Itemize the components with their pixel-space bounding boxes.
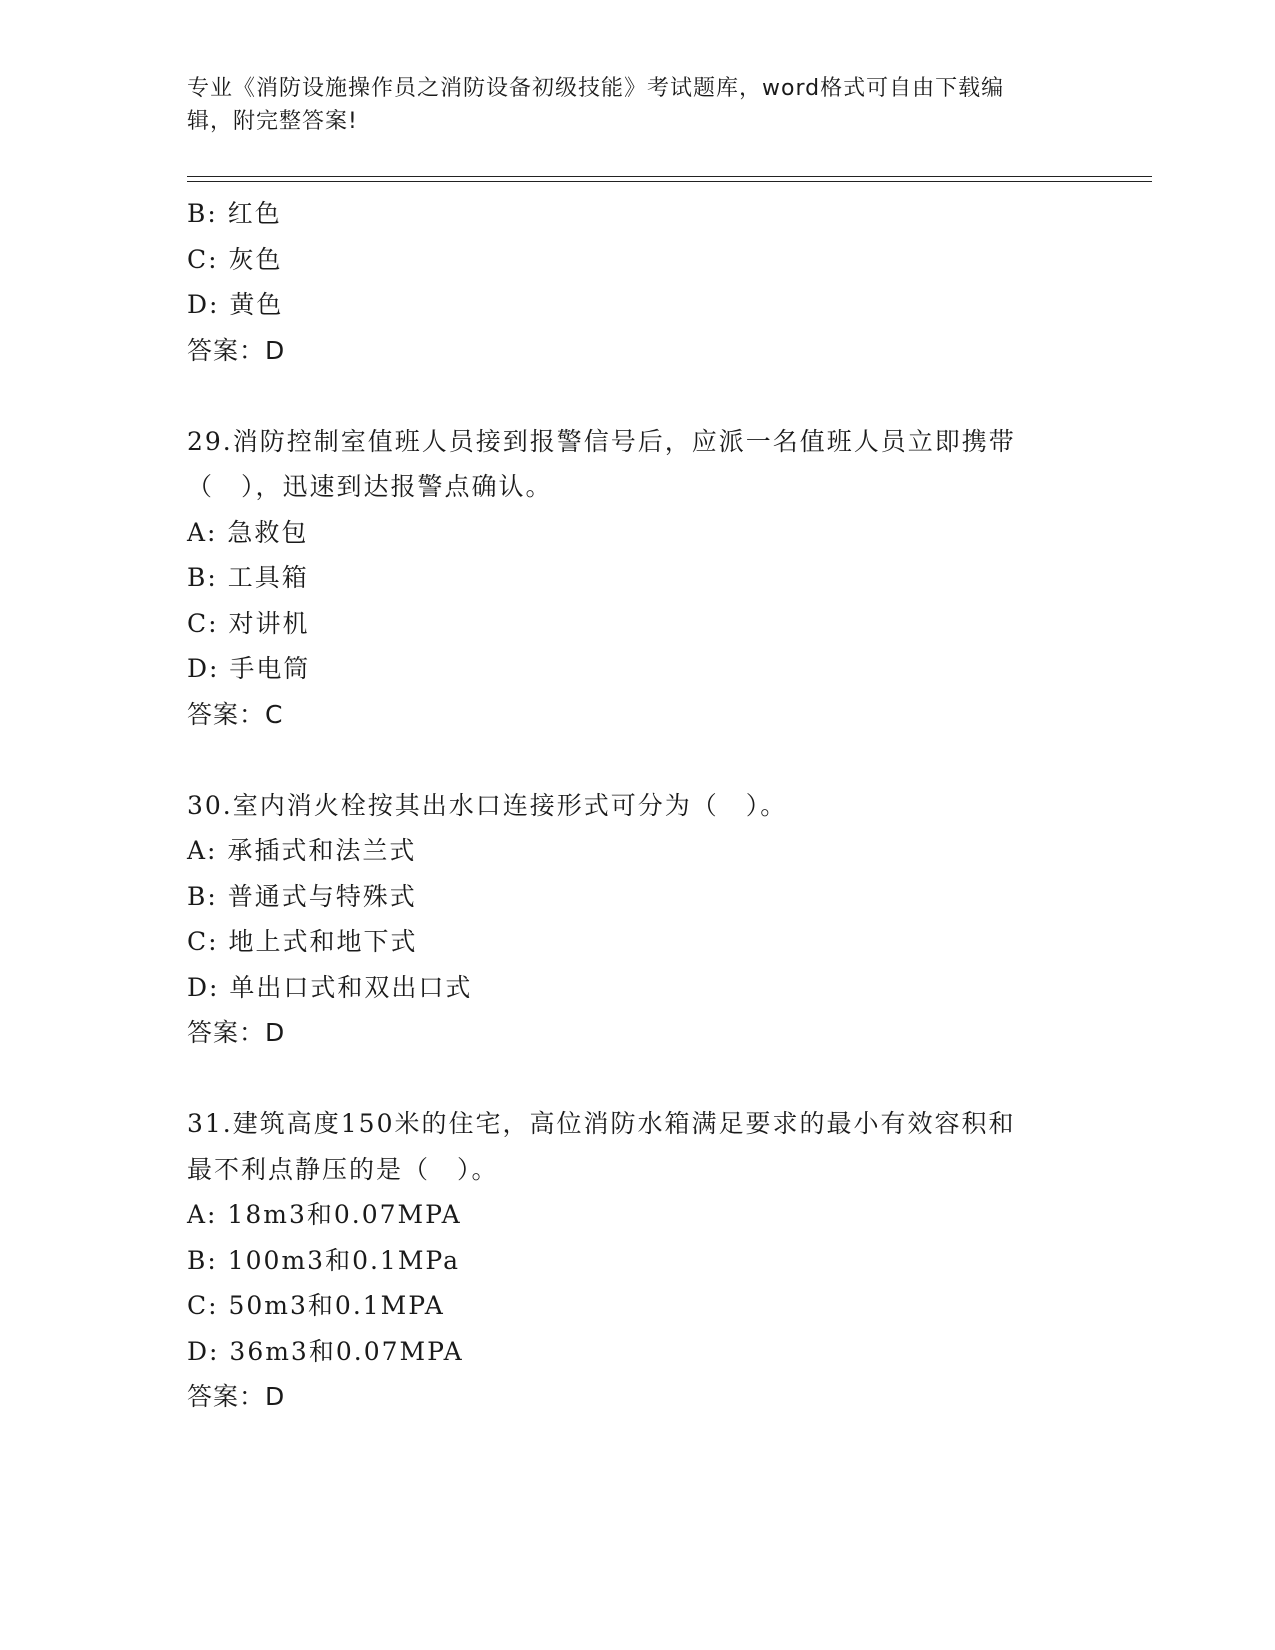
- question-30: [187, 783, 1087, 1056]
- option-d: D: 36m3和0.07MPA: [187, 1336, 464, 1366]
- option-c: C: 灰色: [187, 244, 283, 274]
- option-a: A: 承插式和法兰式: [187, 836, 417, 865]
- option-d: D: 单出口式和双出口式: [187, 972, 473, 1002]
- answer: 答案：D: [187, 1018, 286, 1047]
- spacer: [187, 373, 1087, 419]
- question-29: [187, 419, 1087, 738]
- option-b: B: 工具箱: [187, 563, 309, 592]
- spacer: [187, 737, 1087, 783]
- answer: 答案：D: [187, 335, 286, 365]
- option-b: B: 红色: [187, 199, 282, 228]
- question-text-line-1: 29.消防控制室值班人员接到报警信号后，应派一名值班人员立即携带: [187, 426, 1016, 456]
- option-a: A: 急救包: [187, 517, 309, 547]
- header-divider-bottom: [187, 181, 1152, 182]
- question-list: [187, 191, 1087, 1420]
- answer: 答案：C: [187, 699, 284, 729]
- option-c: C: 对讲机: [187, 608, 310, 638]
- question-text-line-2: 最不利点静压的是（ ）。: [187, 1154, 499, 1184]
- answer: 答案：D: [187, 1382, 286, 1411]
- question-text-line-1: 31.建筑高度150米的住宅，高位消防水箱满足要求的最小有效容积和: [187, 1109, 1016, 1138]
- option-c: C: 地上式和地下式: [187, 927, 418, 956]
- option-a: A: 18m3和0.07MPA: [187, 1200, 462, 1229]
- option-b: B: 普通式与特殊式: [187, 881, 417, 911]
- option-d: D: 手电筒: [187, 654, 311, 683]
- header-line-2: 辑，附完整答案!: [187, 109, 358, 134]
- option-b: B: 100m3和0.1MPa: [187, 1245, 461, 1275]
- option-d: D: 黄色: [187, 290, 284, 319]
- header-line-1: 专业《消防设施操作员之消防设备初级技能》考试题库，word格式可自由下载编: [187, 76, 1005, 101]
- question-28: [187, 191, 1087, 373]
- question-text-line-1: 30.室内消火栓按其出水口连接形式可分为（ ）。: [187, 790, 788, 820]
- header-divider-top: [187, 176, 1152, 177]
- question-text-line-2: （ ），迅速到达报警点确认。: [187, 472, 553, 501]
- spacer: [187, 1056, 1087, 1102]
- option-c: C: 50m3和0.1MPA: [187, 1291, 445, 1320]
- question-31: [187, 1101, 1087, 1420]
- document-header: [187, 72, 1077, 138]
